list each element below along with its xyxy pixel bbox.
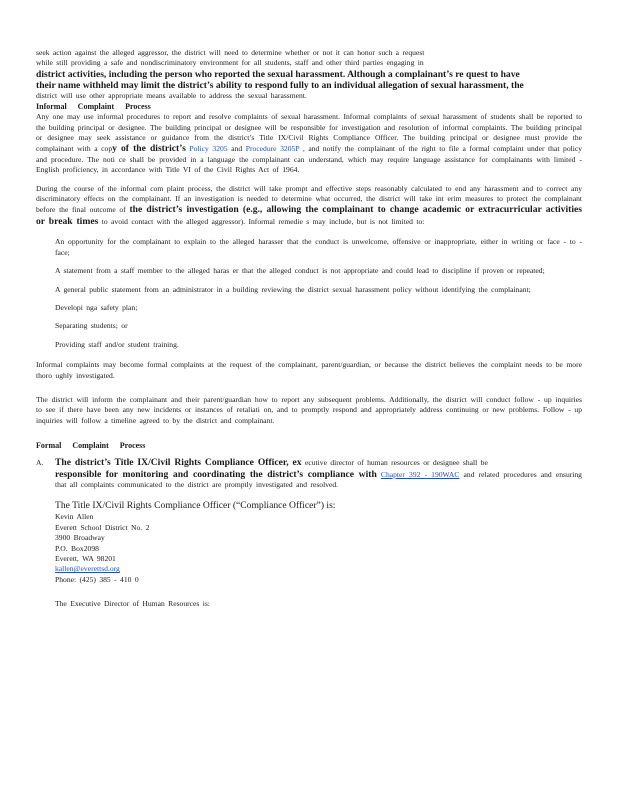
- bullet-text: Developi nga safety plan;: [55, 302, 138, 312]
- phone-line: Phone: (425) 385 - 410 0: [55, 574, 139, 584]
- section-a-label: A.: [36, 458, 44, 468]
- list-item: [36, 303, 582, 313]
- intro-line-4: their name withheld may limit the district’s ability to respond fully to an individual allegation of sexual harassment, the: [36, 79, 524, 91]
- intro-line-2: while still providing a safe and nondiscriminatory environment for all students, staff and other third parties engaging in: [36, 58, 424, 68]
- list-item: [36, 340, 582, 350]
- informal-p2-text-a: During the course of the informal com plaint process, the district will take prompt and effective steps reasonably calculated to end any harassment and to correct any discriminatory effects on the complainant. If an investigation is needed to determine what occurred, the district will take int erim measures to protect the complainant before the final outcome of: [36, 183, 582, 215]
- informal-p1-text-b: , and notify the complainant of the right to file a formal complaint under that policy and procedure. The noti ce shall be provided in a language the complainant can understand, which may require language assistance for complainants with limited - English proficiency, in accordance with Title VI of the Civil Rights Act of 1964.: [36, 144, 583, 175]
- section-a-small-2: and related procedures and ensuring that all complaints communicated to the district are promptly investigated and resolved.: [55, 469, 582, 489]
- bullet-text: Separating students; or: [55, 321, 128, 331]
- formal-heading: Formal Complaint Process: [36, 441, 146, 451]
- section-a-big-2: responsible for monitoring and coordinating the district’s compliance with: [55, 468, 377, 480]
- bullet-icon: [36, 285, 55, 295]
- compliance-officer-block: [36, 500, 582, 609]
- email-link[interactable]: kallen@everettsd.org: [55, 564, 120, 574]
- bullet-icon: [36, 340, 55, 350]
- intro-line-3: district activities, including the person who reported the sexual harassment. Although a complainant’s re quest to have: [36, 68, 520, 80]
- address-line: Everett School District No. 2: [55, 522, 150, 532]
- address-line: P.O. Box2098: [55, 543, 99, 553]
- section-a: [36, 457, 582, 490]
- section-a-line-1: [55, 457, 582, 468]
- document-page: [36, 48, 582, 610]
- informal-p1-text-a: Any one may use informal procedures to report and resolve complaints of sexual harassment. Informal complaints of sexual harassment of students shall be reported to the building principal or designee. The building principal or designee will be responsible for investigation and resolution of informal complaints. The building principal or designee may seek assistance or guidance from the district’s Title IX/Civil Rights Compliance Officer. The building principal or designee must provide the complainant with a cop: [36, 112, 582, 154]
- section-a-line-2: [55, 469, 582, 491]
- compliance-officer-title: The Title IX/Civil Rights Compliance Officer (“Compliance Officer”) is:: [55, 500, 336, 512]
- list-item: [36, 321, 582, 331]
- list-item: [36, 266, 582, 276]
- section-a-big-1: The district’s Title IX/Civil Rights Compliance Officer, ex: [55, 457, 302, 469]
- section-a-small-1: ecutive director of human resources or designee shall be: [305, 458, 488, 468]
- chapter-392-190-link[interactable]: Chapter 392 - 190WAC: [380, 469, 460, 479]
- list-item: [36, 237, 582, 258]
- address-line: Everett, WA 98201: [55, 554, 116, 563]
- policy-3205-link[interactable]: Policy 3205: [189, 144, 228, 154]
- bullet-icon: [36, 303, 55, 313]
- bullet-text: Providing staff and/or student training.: [55, 339, 179, 349]
- and-text: and: [231, 144, 243, 154]
- bullet-icon: [36, 237, 55, 258]
- informal-p2-big: the district’s investigation (e.g., allowing the complainant to change academic or extracurricular activities or break times: [36, 204, 582, 227]
- intro-line-1: seek action against the alleged aggressor, the district will need to determine whether or not it can honor such a request: [36, 48, 425, 57]
- informal-p1-big: y of the district’s: [112, 143, 186, 155]
- informal-p2-text-b: to avoid contact with the alleged aggressor). Informal remedie s may include, but is not limited to:: [101, 216, 425, 226]
- bullet-text: An opportunity for the complainant to explain to the alleged harasser that the conduct is unwelcome, offensive or inappropriate, either in writing or face - to - face;: [55, 237, 582, 257]
- address-line: 3900 Broadway: [55, 533, 105, 543]
- informal-paragraph-4: The district will inform the complainant and their parent/guardian how to report any subsequent problems. Additionally, the district will conduct follow - up inquiries to see if there have been any new incidents or instances of retaliati on, and to promptly respond and appropriately address continuing or new problems. Follow - up inquiries will follow a timeline agreed to by the district and complainant.: [36, 394, 582, 425]
- bullet-text: A general public statement from an administrator in a building reviewing the district sexual harassment policy without identifying the complainant;: [55, 284, 531, 294]
- informal-heading: Informal Complaint Process: [36, 102, 151, 112]
- address-line: Kevin Allen: [55, 512, 94, 522]
- bullet-text: A statement from a staff member to the alleged haras er that the alleged conduct is not appropriate and could lead to discipline if proven or repeated;: [55, 266, 545, 276]
- informal-paragraph-2: [36, 184, 582, 228]
- intro-line-5: district will use other appropriate means available to address the sexual harassment.: [36, 90, 307, 100]
- informal-paragraph-1: [36, 112, 582, 175]
- procedure-3205p-link[interactable]: Procedure 3205P: [245, 144, 300, 154]
- list-item: [36, 285, 582, 295]
- bullet-icon: [36, 321, 55, 331]
- executive-director-line: The Executive Director of Human Resources is:: [55, 599, 210, 609]
- bullet-icon: [36, 266, 55, 276]
- informal-paragraph-3: Informal complaints may become formal complaints at the request of the complainant, parent/guardian, or because the district believes the complaint needs to be more thoro ughly investigated.: [36, 360, 582, 380]
